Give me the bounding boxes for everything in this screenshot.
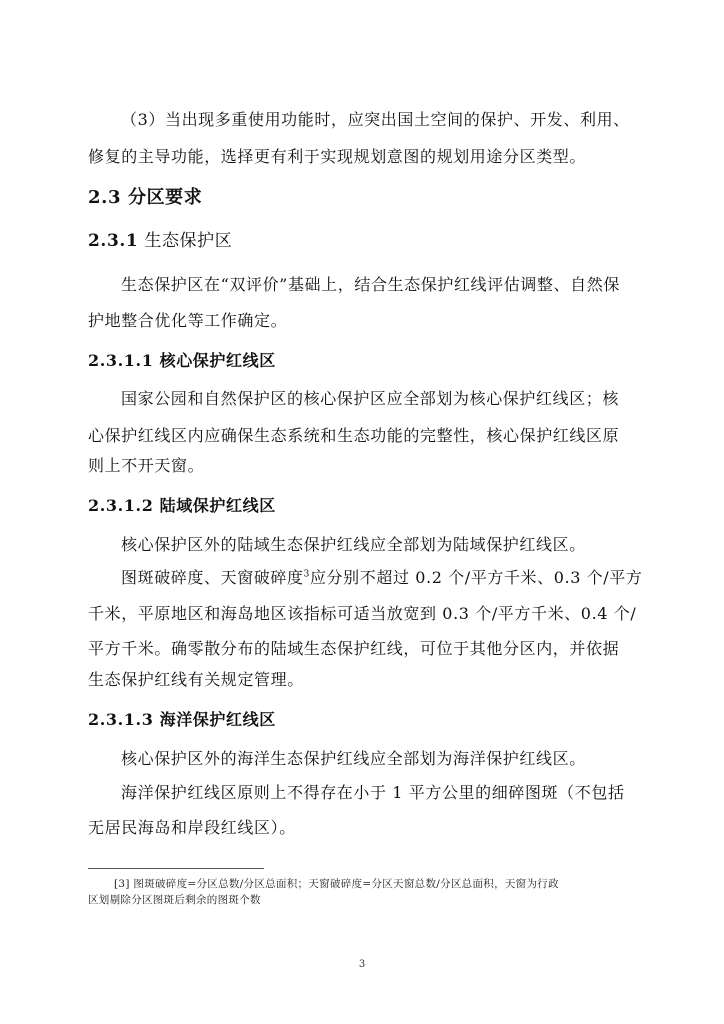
paragraph-land-2-line-3: 平方千米。确零散分布的陆域生态保护红线，可位于其他分区内，并依据 [88, 639, 620, 658]
heading-2-3-1-title: 生态保护区 [144, 231, 233, 251]
heading-2-3: 2.3 分区要求 [88, 187, 203, 208]
footnote-3-line-2: 区划剔除分区图斑后剩余的图斑个数 [88, 894, 261, 906]
paragraph-3-line-2: 修复的主导功能，选择更有利于实现规划意图的规划用途分区类型。 [88, 147, 587, 166]
heading-2-3-1-1: 2.3.1.1 核心保护红线区 [88, 351, 276, 370]
paragraph-sea-2-line-2: 无居民海岛和岸段红线区）。 [88, 818, 296, 837]
paragraph-core-line-2: 心保护红线区内应确保生态系统和生态功能的完整性，核心保护红线区原 [88, 426, 620, 445]
footnote-ref-3: 3 [303, 569, 310, 580]
paragraph-eco-line-1: 生态保护区在“双评价”基础上，结合生态保护红线评估调整、自然保 [121, 275, 620, 294]
paragraph-core-line-1: 国家公园和自然保护区的核心保护区应全部划为核心保护红线区；核 [121, 389, 620, 408]
paragraph-land-2-line-4: 生态保护红线有关规定管理。 [88, 670, 304, 689]
heading-2-3-1-2: 2.3.1.2 陆域保护红线区 [88, 496, 276, 515]
paragraph-land-1: 核心保护区外的陆域生态保护红线应全部划为陆域保护红线区。 [121, 535, 586, 554]
heading-2-3-1-3: 2.3.1.3 海洋保护红线区 [88, 710, 276, 729]
heading-2-3-1 [88, 231, 232, 251]
paragraph-3-line-1: （3）当出现多重使用功能时，应突出国土空间的保护、开发、利用、 [121, 110, 630, 129]
footnote-separator [88, 868, 264, 869]
footnote-3-line-1: [3] 图斑破碎度=分区总数/分区总面积；天窗破碎度=分区天窗总数/分区总面积，天窗为行政 [114, 878, 559, 890]
paragraph-core-line-3: 则上不开天窗。 [88, 456, 205, 475]
paragraph-sea-1: 核心保护区外的海洋生态保护红线应全部划为海洋保护红线区。 [121, 749, 586, 768]
paragraph-land-2-line-1 [121, 568, 642, 588]
heading-2-3-1-number: 2.3.1 [88, 231, 139, 251]
paragraph-land-2-text-b: 应分别不超过 0.2 个/平方千米、0.3 个/平方 [309, 568, 643, 587]
paragraph-land-2-text-a: 图斑破碎度、天窗破碎度 [121, 568, 304, 587]
paragraph-sea-2-line-1: 海洋保护红线区原则上不得存在小于 1 平方公里的细碎图斑（不包括 [121, 783, 625, 802]
page-number: 3 [358, 959, 366, 970]
paragraph-land-2-line-2: 千米，平原地区和海岛地区该指标可适当放宽到 0.3 个/平方千米、0.4 个/ [88, 604, 637, 623]
paragraph-eco-line-2: 护地整合优化等工作确定。 [88, 311, 288, 330]
